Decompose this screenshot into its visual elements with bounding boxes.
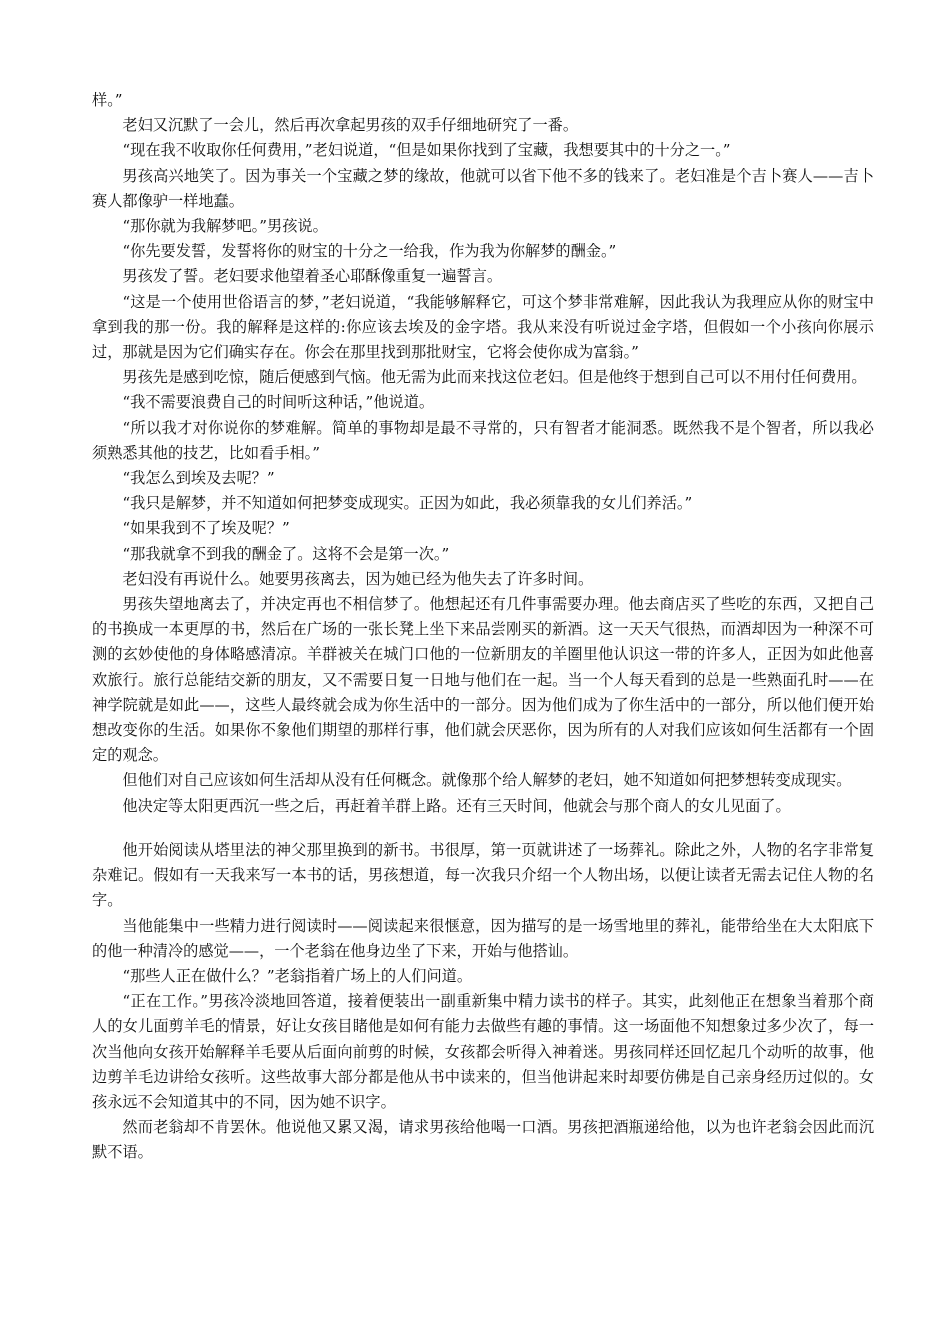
section-break bbox=[92, 819, 874, 838]
paragraph: 但他们对自己应该如何生活却从没有任何概念。就像那个给人解梦的老妇，她不知道如何把梦想转变成现实。 bbox=[122, 771, 852, 790]
paragraph: 样。” bbox=[92, 91, 123, 109]
paragraph: 他开始阅读从塔里法的神父那里换到的新书。书很厚，第一页就讲述了一场葬礼。除此之外，人物的名字非常复杂难记。假如有一天我来写一本书的话，男孩想道，每一次我只介绍一个人物出场，以便让读者无需去记住人物的名字。 bbox=[92, 840, 874, 910]
paragraph: “我只是解梦，并不知道如何把梦变成现实。正因为如此，我必须靠我的女儿们养活。” bbox=[122, 494, 693, 513]
paragraph: 男孩高兴地笑了。因为事关一个宝藏之梦的缘故，他就可以省下他不多的钱来了。老妇准是个吉卜赛人——吉卜赛人都像驴一样地蠢。 bbox=[92, 166, 874, 210]
paragraph: “那我就拿不到我的酬金了。这将不会是第一次。” bbox=[122, 544, 450, 563]
paragraph: 然而老翁却不肯罢休。他说他又累又渴，请求男孩给他喝一口酒。男孩把酒瓶递给他，以为也许老翁会因此而沉默不语。 bbox=[92, 1118, 874, 1162]
paragraph: “我怎么到埃及去呢？” bbox=[122, 469, 275, 488]
paragraph: “所以我才对你说你的梦难解。简单的事物却是最不寻常的，只有智者才能洞悉。既然我不是个智者，所以我必须熟悉其他的技艺，比如看手相。” bbox=[92, 418, 874, 462]
paragraph: “你先要发誓，发誓将你的财宝的十分之一给我，作为我为你解梦的酬金。” bbox=[122, 242, 617, 261]
paragraph: 他决定等太阳更西沉一些之后，再赶着羊群上路。还有三天时间，他就会与那个商人的女儿见面了。 bbox=[122, 796, 791, 815]
paragraph: “那你就为我解梦吧。”男孩说。 bbox=[122, 217, 328, 236]
paragraph: 男孩失望地离去了，并决定再也不相信梦了。他想起还有几件事需要办理。他去商店买了些吃的东西，又把自己的书换成一本更厚的书，然后在广场的一张长凳上坐下来品尝刚买的新酒。这一天天气很热，而酒却因为一种深不可测的玄妙使他的身体略感清凉。羊群被关在城门口他的一位新朋友的羊圈里他认识这一带的许多人，正因为如此他喜欢旅行。旅行总能结交新的朋友，又不需要日复一日地与他们在一起。当一个人每天看到的总是一些熟面孔时——在神学院就是如此——，这些人最终就会成为你生活中的一部分。因为他们成为了你生活中的一部分，所以他们便开始想改变你的生活。如果你不象他们期望的那样行事，他们就会厌恶你，因为所有的人对我们应该如何生活都有一个固定的观念。 bbox=[92, 595, 874, 765]
paragraph: 老妇没有再说什么。她要男孩离去，因为她已经为他失去了许多时间。 bbox=[122, 569, 594, 588]
paragraph: 老妇又沉默了一会儿，然后再次拿起男孩的双手仔细地研究了一番。 bbox=[122, 116, 579, 135]
paragraph: “正在工作。”男孩冷淡地回答道，接着便装出一副重新集中精力读书的样子。其实，此刻他正在想象当着那个商人的女儿面剪羊毛的情景，好让女孩目睹他是如何有能力去做些有趣的事情。这一场面他不知想象过多少次了，每一次当他向女孩开始解释羊毛要从后面向前剪的时候，女孩都会听得入神着迷。男孩同样还回忆起几个动听的故事，他边剪羊毛边讲给女孩听。这些故事大部分都是他从书中读来的，但当他讲起来时却要仿佛是自己亲身经历过似的。女孩永远不会知道其中的不同，因为她不识字。 bbox=[92, 992, 874, 1111]
paragraph: 当他能集中一些精力进行阅读时——阅读起来很惬意，因为描写的是一场雪地里的葬礼，能带给坐在大太阳底下的他一种清冷的感觉——，一个老翁在他身边坐了下来，开始与他搭讪。 bbox=[92, 916, 874, 960]
paragraph: “现在我不收取你任何费用，”老妇说道，“但是如果你找到了宝藏，我想要其中的十分之一。” bbox=[122, 141, 731, 160]
paragraph: 男孩先是感到吃惊，随后便感到气恼。他无需为此而来找这位老妇。但是他终于想到自己可以不用付任何费用。 bbox=[122, 368, 867, 387]
paragraph: “那些人正在做什么？”老翁指着广场上的人们问道。 bbox=[122, 966, 473, 985]
paragraph: 男孩发了誓。老妇要求他望着圣心耶酥像重复一遍誓言。 bbox=[122, 267, 503, 286]
paragraph: “我不需要浪费自己的时间听这种话，”他说道。 bbox=[122, 393, 435, 412]
paragraph: “如果我到不了埃及呢？” bbox=[122, 519, 290, 538]
document-page bbox=[92, 88, 874, 1166]
paragraph: “这是一个使用世俗语言的梦，”老妇说道，“我能够解释它，可这个梦非常难解，因此我认为我理应从你的财宝中拿到我的那一份。我的解释是这样的:你应该去埃及的金字塔。我从来没有听说过金字塔，但假如一个小孩向你展示过，那就是因为它们确实存在。你会在那里找到那批财宝，它将会使你成为富翁。” bbox=[92, 292, 874, 362]
